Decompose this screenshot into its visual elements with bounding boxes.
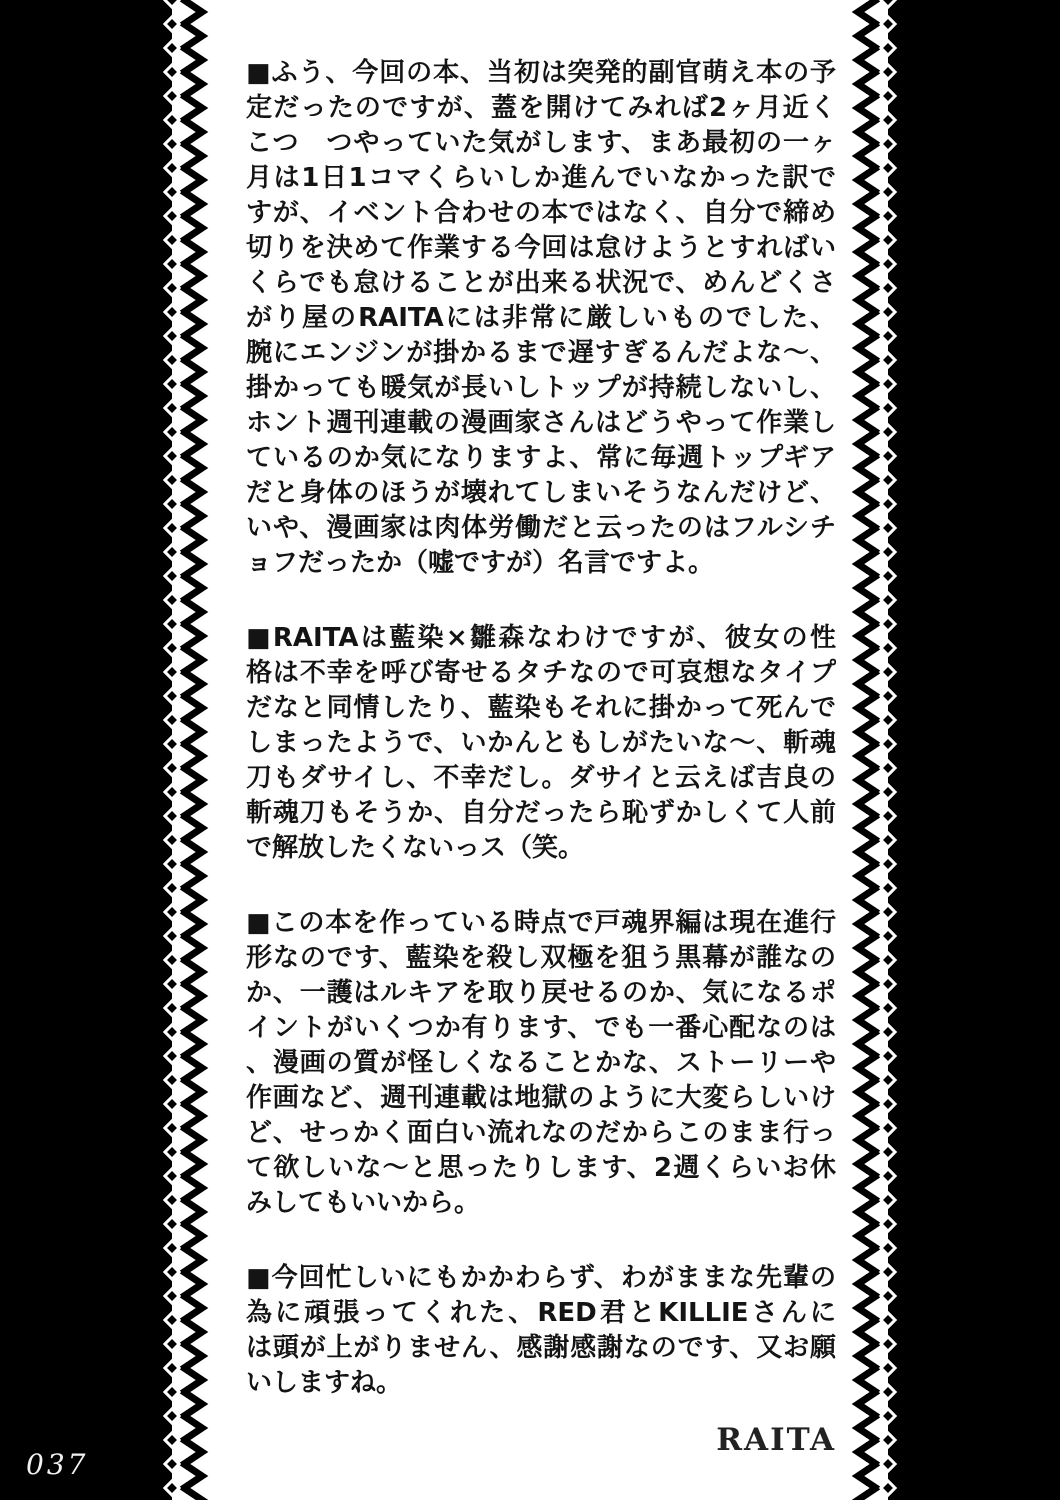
- right-diamond-zigzag-border: [845, 0, 1060, 1500]
- text-line: 掛かっても暖気が長いしトップが持続しないし、: [246, 373, 836, 403]
- text-line: だと身体のほうが壊れてしまいそうなんだけど、: [246, 478, 836, 508]
- text-line: だなと同情したり、藍染もそれに掛かって死んで: [246, 693, 836, 723]
- author-signature: RAITA: [716, 1422, 836, 1458]
- text-line: ■ふう、今回の本、当初は突発的副官萌え本の予: [246, 58, 836, 88]
- text-line: ョフだったか（嘘ですが）名言ですよ。: [246, 548, 715, 578]
- text-line: ■RAITAは藍染×雛森なわけですが、彼女の性: [246, 623, 836, 653]
- text-line: 定だったのですが、蓋を開けてみれば2ヶ月近く: [246, 93, 836, 123]
- paragraph: [246, 1261, 836, 1401]
- page-number: 037: [26, 1448, 89, 1481]
- text-line: 腕にエンジンが掛かるまで遅すぎるんだよな〜、: [246, 338, 836, 368]
- text-line: 月は1日1コマくらいしか進んでいなかった訳で: [246, 163, 836, 193]
- text-line: いしますね。: [246, 1368, 403, 1398]
- text-line: がり屋のRAITAには非常に厳しいものでした、: [246, 303, 836, 333]
- text-line: ど、せっかく面白い流れなのだからこのまま行っ: [246, 1118, 836, 1148]
- text-line: 作画など、週刊連載は地獄のように大変らしいけ: [246, 1083, 836, 1113]
- text-line: こつ つやっていた気がします、まあ最初の一ヶ: [246, 128, 836, 158]
- text-line: ■この本を作っている時点で戸魂界編は現在進行: [246, 908, 836, 938]
- afterword-text: [246, 56, 836, 1441]
- text-line: ■今回忙しいにもかかわらず、わがままな先輩の: [246, 1263, 836, 1293]
- text-line: 格は不幸を呼び寄せるタチなので可哀想なタイプ: [246, 658, 836, 688]
- text-line: ホント週刊連載の漫画家さんはどうやって作業し: [246, 408, 836, 438]
- text-line: イントがいくつか有ります、でも一番心配なのは: [246, 1013, 836, 1043]
- text-line: 斬魂刀もそうか、自分だったら恥ずかしくて人前: [246, 798, 836, 828]
- text-line: で解放したくないっス（笑。: [246, 833, 585, 863]
- text-line: は頭が上がりません、感謝感謝なのです、又お願: [246, 1333, 836, 1363]
- text-line: 切りを決めて作業する今回は怠けようとすればい: [246, 233, 836, 263]
- text-line: しまったようで、いかんともしがたいな〜、斬魂: [246, 728, 836, 758]
- text-line: て欲しいな〜と思ったりします、2週くらいお休: [246, 1153, 836, 1183]
- text-line: いや、漫画家は肉体労働だと云ったのはフルシチ: [246, 513, 836, 543]
- text-line: 刀もダサイし、不幸だし。ダサイと云えば吉良の: [246, 763, 836, 793]
- text-line: 、漫画の質が怪しくなることかな、ストーリーや: [246, 1048, 836, 1078]
- text-line: 形なのです、藍染を殺し双極を狙う黒幕が誰なの: [246, 943, 836, 973]
- text-line: すが、イベント合わせの本ではなく、自分で締め: [246, 198, 836, 228]
- text-line: みしてもいいから。: [246, 1188, 481, 1218]
- text-line: 為に頑張ってくれた、RED君とKILLIEさんに: [246, 1298, 836, 1328]
- paragraph: [246, 906, 836, 1221]
- text-line: か、一護はルキアを取り戻せるのか、気になるポ: [246, 978, 836, 1008]
- text-line: くらでも怠けることが出来る状況で、めんどくさ: [246, 268, 836, 298]
- left-diamond-zigzag-border: [0, 0, 215, 1500]
- paragraph: [246, 56, 836, 581]
- paragraph: [246, 621, 836, 866]
- text-line: ているのか気になりますよ、常に毎週トップギア: [246, 443, 836, 473]
